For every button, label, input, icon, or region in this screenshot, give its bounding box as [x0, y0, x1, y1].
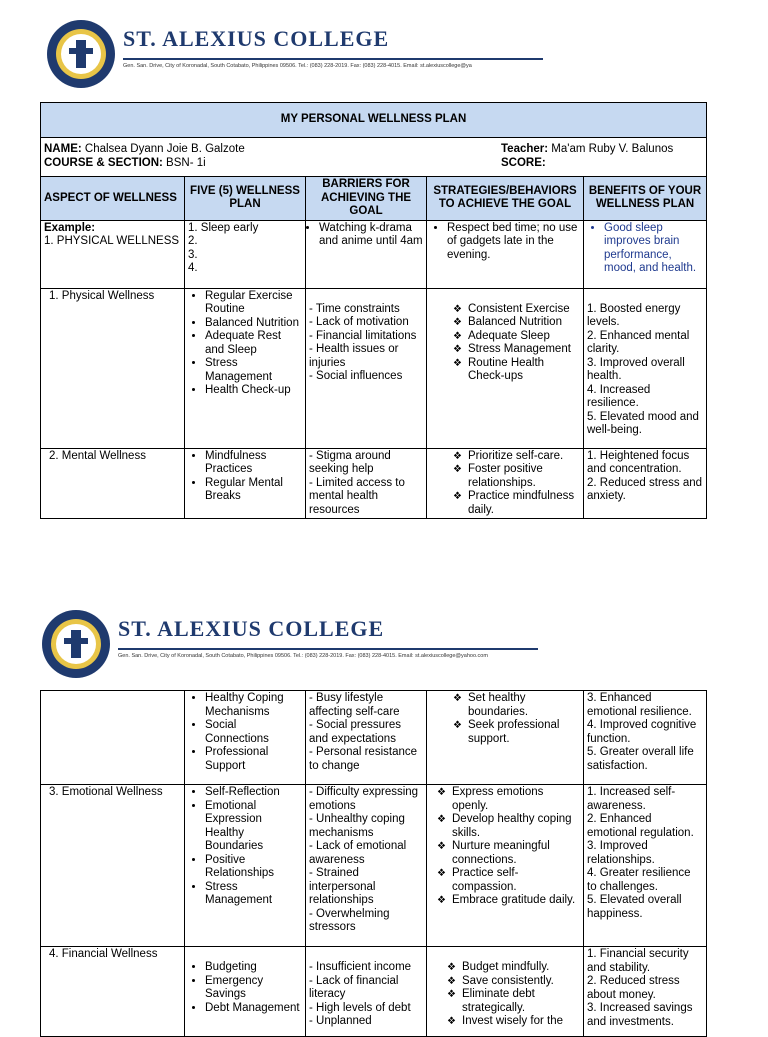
- table-row: 1. Physical Wellness • Regular Exercise Routine • Balanced Nutrition • Adequate Rest and Sleep • Stress Management • Health Check-up - Time constraints - Lack of motivation - Financial limitations - Health issues or injuries - Social influences ❖ Consistent Exercise ❖ Balanced Nutrition ❖ Adequate Sleep ❖ Stress Management ❖ Routine Health Check-ups 1. Boosted energy levels. 2. Enhanced mental clarity. 3. Improved overall health. 4. Increased resilience. 5. Elevated mood and well-being.: [41, 288, 707, 448]
- aspect-cell: 2. Mental Wellness: [41, 448, 185, 519]
- student-name: Chalsea Dyann Joie B. Galzote: [84, 143, 245, 155]
- header-strategies: STRATEGIES/BEHAVIORS TO ACHIEVE THE GOAL: [427, 177, 584, 221]
- college-name: ST. ALEXIUS COLLEGE: [118, 616, 385, 641]
- college-name: ST. ALEXIUS COLLEGE: [123, 26, 390, 51]
- table-row: 2. Mental Wellness • Mindfulness Practices • Regular Mental Breaks - Stigma around seeking help - Limited access to mental health resources ❖ Prioritize self-care. ❖ Foster positive relationships. ❖ Practice mindfulness daily. 1. Heightened focus and concentration. 2. Reduced stress and anxiety.: [41, 448, 707, 519]
- example-barrier: • Watching k-drama and anime until 4am: [319, 222, 423, 249]
- course-section: BSN- 1i: [166, 156, 206, 169]
- wellness-plan-table-continued: [40, 690, 707, 1037]
- table-row: 4. Financial Wellness • Budgeting • Emergency Savings • Debt Management - Insufficient income - Lack of financial literacy - High levels of debt - Unplanned ❖ Budget mindfully. ❖ Save consistently. ❖ Eliminate debt strategically. ❖ Invest wisely for the 1. Financial security and stability. 2. Reduced stress about money. 3. Increased savings and investments.: [41, 947, 707, 1037]
- table-row: 3. Emotional Wellness • Self-Reflection • Emotional Expression Healthy Boundaries • Positive Relationships • Stress Management - Difficulty expressing emotions - Unhealthy coping mechanisms - Lack of emotional awareness - Strained interpersonal relationships - Overwhelming stressors ❖ Express emotions openly. ❖ Develop healthy coping skills. ❖ Nurture meaningful connections. ❖ Practice self-compassion. ❖ Embrace gratitude daily. 1. Increased self-awareness. 2. Enhanced emotional regulation. 3. Improved relationships. 4. Greater resilience to challenges. 5. Elevated overall happiness.: [41, 785, 707, 947]
- aspect-cell: 1. Physical Wellness: [41, 288, 185, 448]
- college-seal-icon: [45, 18, 117, 90]
- example-benefit: • Good sleep improves brain performance, mood, and health.: [604, 222, 703, 276]
- aspect-cell: 4. Financial Wellness: [41, 947, 185, 1037]
- header-benefits: BENEFITS OF YOUR WELLNESS PLAN: [584, 177, 707, 221]
- plan-title: MY PERSONAL WELLNESS PLAN: [41, 103, 707, 138]
- header-barriers: BARRIERS FOR ACHIEVING THE GOAL: [306, 177, 427, 221]
- college-header: [45, 18, 545, 80]
- example-strategy: • Respect bed time; no use of gadgets late in the evening.: [447, 222, 580, 263]
- header-rule: [118, 648, 538, 650]
- teacher-name: Ma'am Ruby V. Balunos: [551, 143, 674, 155]
- score-label: SCORE:: [501, 156, 546, 169]
- wellness-plan-table: [40, 102, 707, 519]
- header-plan: FIVE (5) WELLNESS PLAN: [185, 177, 306, 221]
- header-rule: [123, 58, 543, 60]
- aspect-cell: [41, 691, 185, 785]
- college-address: Gen. San. Drive, City of Koronadal, South Cotabato, Philippines 09506. Tel.: (083) 228-2019. Fax: (083) 228-4015. Email: st.alexiuscollege@ya: [123, 63, 472, 69]
- college-seal-icon: [40, 608, 112, 680]
- header-aspect: ASPECT OF WELLNESS: [41, 177, 185, 221]
- example-row: Example: 1. PHYSICAL WELLNESS 1. Sleep early 2. 3. 4. • Watching k-drama and anime until 4am • Respect bed time; no use of gadgets late in the evening. • Good sleep improves brain performance, mood, and health.: [41, 220, 707, 288]
- college-address: Gen. San. Drive, City of Koronadal, South Cotabato, Philippines 09506. Tel.: (083) 228-2019. Fax: (083) 228-4015. Email: st.alexiuscollege@yahoo.com: [118, 653, 488, 659]
- table-row: • Healthy Coping Mechanisms • Social Connections • Professional Support - Busy lifestyle affecting self-care - Social pressures and expectations - Personal resistance to change ❖ Set healthy boundaries. ❖ Seek professional support. 3. Enhanced emotional resilience. 4. Improved cognitive function. 5. Greater overall life satisfaction.: [41, 691, 707, 785]
- aspect-cell: 3. Emotional Wellness: [41, 785, 185, 947]
- student-info: NAME: Chalsea Dyann Joie B. Galzote COURSE & SECTION: BSN- 1i Teacher: Ma'am Ruby V. Balunos SCORE:: [41, 138, 707, 177]
- example-aspect: 1. PHYSICAL WELLNESS: [44, 235, 180, 247]
- college-header: [40, 608, 540, 670]
